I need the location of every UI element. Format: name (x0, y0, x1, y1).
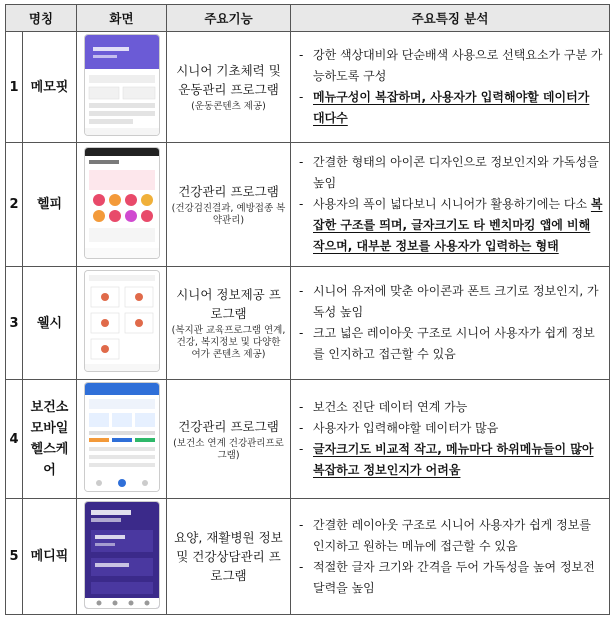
app-screenshot (77, 380, 167, 499)
app-screenshot (77, 499, 167, 615)
feature-text: 적절한 글자 크기와 간격을 두어 가독성을 높여 정보전달력을 높임 (313, 559, 595, 595)
feature-text: 간결한 레이아웃 구조로 시니어 사용자가 쉽게 정보를 인지하고 원하는 메뉴에 접근할 수 있음 (313, 517, 591, 553)
header-function: 주요기능 (167, 5, 291, 32)
header-name: 명칭 (6, 5, 77, 32)
phone-screenshot-wellsi (85, 271, 159, 371)
feature-text: 크고 넓은 레이아웃 구조로 시니어 사용자가 쉽게 정보를 인지하고 접근할 수 있음 (313, 326, 595, 361)
function-sub: (운동콘텐츠 제공) (191, 101, 266, 112)
features-cell (291, 143, 610, 267)
comparison-table (5, 4, 610, 615)
feature-item: - 적절한 글자 크기와 간격을 두어 가독성을 높여 정보전달력을 높임 (299, 559, 595, 595)
row-number: 5 (6, 499, 23, 615)
function-main: 시니어 정보제공 프로그램 (176, 287, 281, 321)
row-number: 3 (6, 267, 23, 380)
feature-item: - 크고 넓은 레이아웃 구조로 시니어 사용자가 쉽게 정보를 인지하고 접근할 수 있음 (299, 326, 595, 361)
feature-text: 간결한 형태의 아이콘 디자인으로 정보인지와 가독성을 높임 (313, 155, 599, 190)
app-screenshot (77, 32, 167, 143)
app-name: 메모핏 (23, 32, 77, 143)
feature-item: - 메뉴구성이 복잡하며, 사용자가 입력해야할 데이터가 대다수 (299, 90, 590, 125)
function-sub: (보건소 연계 건강관리프로그램) (173, 437, 284, 461)
features-cell (291, 380, 610, 499)
header-screen: 화면 (77, 5, 167, 32)
function-main: 시니어 기초체력 및 운동관리 프로그램 (176, 63, 281, 97)
function-sub: (복지관 교육프로그램 연계, 건강, 복지정보 및 다양한 여가 콘텐츠 제공) (171, 325, 286, 360)
table-row (6, 32, 610, 143)
app-screenshot (77, 267, 167, 380)
feature-text: 사용자가 입력해야할 데이터가 많음 (313, 421, 499, 435)
function-cell (167, 380, 291, 499)
app-screenshot (77, 143, 167, 267)
app-name: 보건소 모바일 헬스케어 (23, 380, 77, 499)
table-row (6, 499, 610, 615)
table-header-row (6, 5, 610, 32)
phone-screenshot-healthcare (85, 383, 159, 491)
function-main: 건강관리 프로그램 (178, 418, 279, 434)
phone-screenshot-helpy (85, 148, 159, 258)
feature-text-emphasis: 글자크기도 비교적 작고, 메뉴마다 하위메뉴들이 많아 복잡하고 정보인지가 어려움 (313, 442, 594, 477)
app-name: 웰시 (23, 267, 77, 380)
features-cell (291, 499, 610, 615)
row-number: 1 (6, 32, 23, 143)
feature-item: - 간결한 형태의 아이콘 디자인으로 정보인지와 가독성을 높임 (299, 155, 599, 190)
feature-text-emphasis: 복잡한 구조를 띄며, 글자크기도 타 벤치마킹 앱에 비해 작으며, 대부분 정보를 사용자가 입력하는 형태 (313, 197, 603, 253)
function-main: 건강관리 프로그램 (178, 184, 279, 199)
feature-item: - 강한 색상대비와 단순배색 사용으로 선택요소가 구분 가능하도록 구성 (299, 48, 603, 83)
features-cell (291, 267, 610, 380)
feature-text: 강한 색상대비와 단순배색 사용으로 선택요소가 구분 가능하도록 구성 (313, 48, 603, 83)
feature-item: - 시니어 유저에 맞춘 아이콘과 폰트 크기로 정보인지, 가독성 높임 (299, 284, 599, 319)
app-name: 헬피 (23, 143, 77, 267)
feature-item: - 사용자의 폭이 넓다보니 시니어가 활용하기에는 다소 복잡한 구조를 띄며, 글자크기도 타 벤치마킹 앱에 비해 작으며, 대부분 정보를 사용자가 입력하는 형태 (299, 197, 603, 253)
feature-text-emphasis: 메뉴구성이 복잡하며, 사용자가 입력해야할 데이터가 대다수 (313, 90, 590, 125)
feature-text: 보건소 진단 데이터 연계 가능 (313, 400, 468, 414)
function-sub: (건강검진결과, 예방접종 복약관리) (171, 203, 286, 226)
table-row (6, 380, 610, 499)
header-analysis: 주요특징 분석 (291, 5, 610, 32)
table-row (6, 267, 610, 380)
function-cell (167, 32, 291, 143)
function-cell (167, 499, 291, 615)
function-cell (167, 267, 291, 380)
feature-text: 시니어 유저에 맞춘 아이콘과 폰트 크기로 정보인지, 가독성 높임 (313, 284, 599, 319)
table-row (6, 143, 610, 267)
function-cell (167, 143, 291, 267)
row-number: 2 (6, 143, 23, 267)
phone-screenshot-medipick (85, 502, 159, 608)
features-cell (291, 32, 610, 143)
function-main: 요양, 재활병원 정보 및 건강상담관리 프로그램 (174, 530, 283, 583)
feature-item: - 간결한 레이아웃 구조로 시니어 사용자가 쉽게 정보를 인지하고 원하는 메뉴에 접근할 수 있음 (299, 517, 591, 553)
row-number: 4 (6, 380, 23, 499)
feature-item: - 사용자가 입력해야할 데이터가 많음 (299, 421, 499, 435)
feature-text: 사용자의 폭이 넓다보니 시니어가 활용하기에는 다소 (313, 197, 591, 211)
app-name: 메디픽 (23, 499, 77, 615)
feature-item: - 보건소 진단 데이터 연계 가능 (299, 400, 468, 414)
phone-screenshot-memofit (85, 35, 159, 135)
feature-item: - 글자크기도 비교적 작고, 메뉴마다 하위메뉴들이 많아 복잡하고 정보인지가 어려움 (299, 442, 594, 477)
